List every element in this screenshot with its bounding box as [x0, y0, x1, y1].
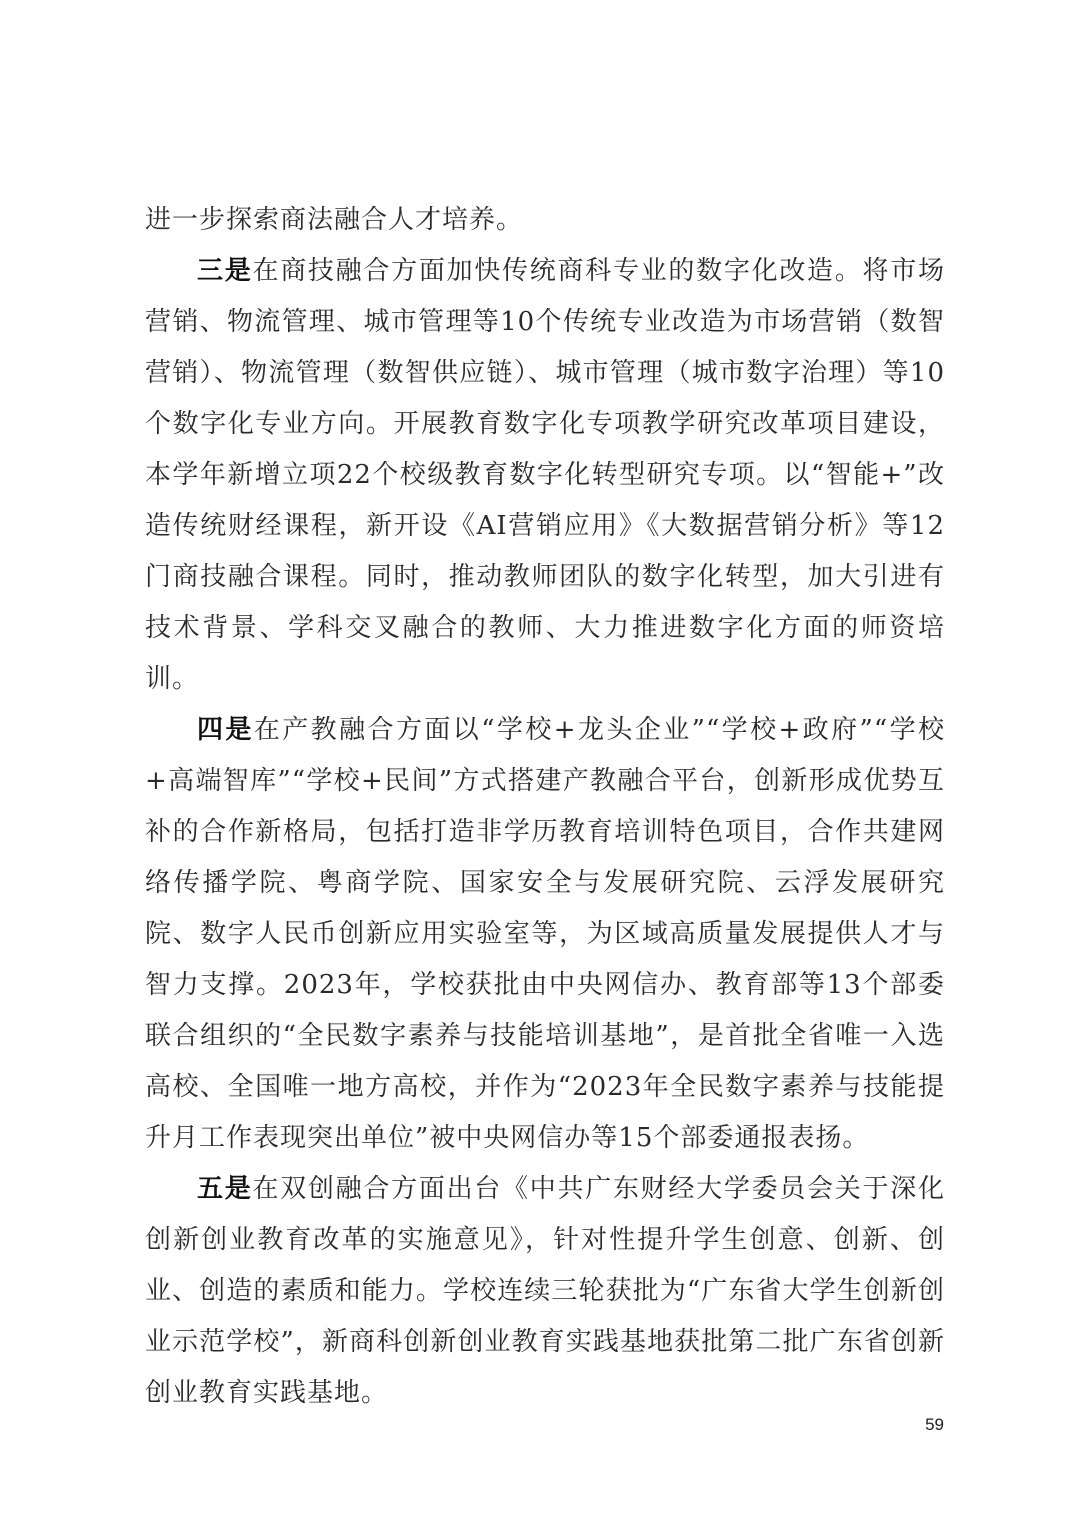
- paragraph-four: [145, 705, 945, 1164]
- paragraph-lead: 四是: [197, 715, 254, 745]
- paragraph-three: [145, 246, 945, 705]
- page-number: 59: [925, 1415, 944, 1434]
- paragraph-continuation: [145, 195, 945, 246]
- body-text: [145, 195, 945, 1419]
- paragraph-five: [145, 1164, 945, 1419]
- paragraph-lead: 三是: [197, 256, 253, 286]
- paragraph-text: 在产教融合方面以“学校+龙头企业”“学校+政府”“学校+高端智库”“学校+民间”方式搭建产教融合平台，创新形成优势互补的合作新格局，包括打造非学历教育培训特色项目，合作共建网络传播学院、粤商学院、国家安全与发展研究院、云浮发展研究院、数字人民币创新应用实验室等，为区域高质量发展提供人才与智力支撑。2023年，学校获批由中央网信办、教育部等13个部委联合组织的“全民数字素养与技能培训基地”，是首批全省唯一入选高校、全国唯一地方高校，并作为“2023年全民数字素养与技能提升月工作表现突出单位”被中央网信办等15个部委通报表扬。: [145, 715, 945, 1153]
- paragraph-lead: 五是: [197, 1174, 253, 1204]
- paragraph-text: 进一步探索商法融合人才培养。: [145, 205, 524, 235]
- paragraph-text: 在双创融合方面出台《中共广东财经大学委员会关于深化创新创业教育改革的实施意见》，针对性提升学生创意、创新、创业、创造的素质和能力。学校连续三轮获批为“广东省大学生创新创业示范学校”，新商科创新创业教育实践基地获批第二批广东省创新创业教育实践基地。: [145, 1174, 945, 1408]
- paragraph-text: 在商技融合方面加快传统商科专业的数字化改造。将市场营销、物流管理、城市管理等10个传统专业改造为市场营销（数智营销）、物流管理（数智供应链）、城市管理（城市数字治理）等10个数字化专业方向。开展教育数字化专项教学研究改革项目建设，本学年新增立项22个校级教育数字化转型研究专项。以“智能+”改造传统财经课程，新开设《AI营销应用》《大数据营销分析》等12门商技融合课程。同时，推动教师团队的数字化转型，加大引进有技术背景、学科交叉融合的教师、大力推进数字化方面的师资培训。: [145, 256, 945, 694]
